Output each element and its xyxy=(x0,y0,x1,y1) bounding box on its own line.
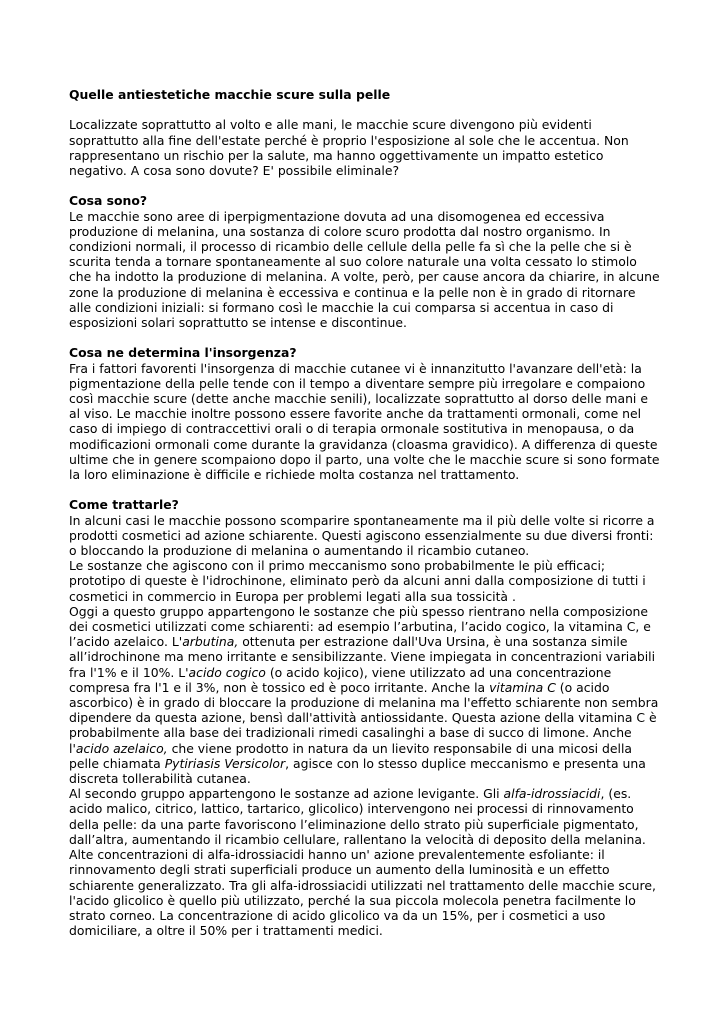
trattamento-paragraph-2: Le sostanze che agiscono con il primo meccanismo sono probabilmente le più efficaci; prototipo di queste è l'idrochinone, eliminato però da alcuni anni dalla composizione di tutti i cosmetici in commercio in Europa per problemi legati alla sua tossicità . xyxy=(69,558,646,604)
text-run: ottenuta per estrazione dall'Uva Ursina, è una sostanza simile all’idrochinone ma meno irritante e sensibilizzante. Viene impiegata in concentrazioni variabili fra l'1% e il 10%. L' xyxy=(69,634,656,680)
section-text-cosa-sono: Le macchie sono aree di iperpigmentazione dovuta ad una disomogenea ed eccessiva produzione di melanina, una sostanza di colore scuro prodotta dal nostro organismo. In condizioni normali, il processo di ricambio delle cellule della pelle fa sì che la pelle che si è scurita tenda a tornare spontaneamente al suo colore naturale una volta cessato lo stimolo che ha indotto la produzione di melanina. A volte, però, per cause ancora da chiarire, in alcune zone la produzione di melanina è eccessiva e continua e la pelle non è in grado di ritornare alle condizioni iniziali: si formano così le macchie la cui comparsa si accentua in caso di esposizioni solari soprattutto se intense e discontinue. xyxy=(69,208,660,331)
trattamento-paragraph-4 xyxy=(69,786,661,847)
italic-term-vitamina-c: vitamina C xyxy=(489,679,556,695)
section-heading-cosa-sono: Cosa sono? xyxy=(69,193,148,209)
text-run: Al secondo gruppo appartengono le sostanze ad azione levigante. Gli xyxy=(69,786,504,802)
trattamento-paragraph-5: Alte concentrazioni di alfa-idrossiacidi hanno un' azione prevalentemente esfoliante: il rinnovamento degli strati superficiali produce un aumento della luminosità e un effetto schiarente generalizzato. Tra gli alfa-idrossiacidi utilizzati nel trattamento delle macchie scure, l'acido glicolico è quello più utilizzato, perché la sua piccola molecola penetra facilmente lo strato corneo. La concentrazione di acido glicolico va da un 15%, per i cosmetici a uso domiciliare, a oltre il 50% per i trattamenti medici. xyxy=(69,847,656,939)
section-heading-insorgenza: Cosa ne determina l'insorgenza? xyxy=(69,345,297,361)
text-run: , agisce con lo stesso duplice meccanismo e presenta una discreta tollerabilità cutanea. xyxy=(69,755,646,787)
section-text-insorgenza: Fra i fattori favorenti l'insorgenza di macchie cutanee vi è innanzitutto l'avanzare dell'età: la pigmentazione della pelle tende con il tempo a diventare sempre più irregolare e compaiono così macchie scure (dette anche macchie senili), localizzate soprattutto al dorso delle mani e al viso. Le macchie inoltre possono essere favorite anche da trattamenti ormonali, come nel caso di impiego di contraccettivi orali o di terapia ormonale sostitutiva in menopausa, o da modificazioni ormonali come durante la gravidanza (cloasma gravidico). A differenza di queste ultime che in genere scompaiono dopo il parto, una volte che le macchie scure si sono formate la loro eliminazione è difficile e richiede molta costanza nel trattamento. xyxy=(69,360,660,483)
document-page xyxy=(69,87,661,938)
text-run: (o acido kojico), viene utilizzato ad una concentrazione compresa fra l'1 e il 3%, non è tossico ed è poco irritante. Anche la xyxy=(69,664,612,695)
italic-term-arbutina: arbutina, xyxy=(182,634,239,650)
italic-term-acido-cogico: acido cogico xyxy=(188,664,266,680)
trattamento-paragraph-1: In alcuni casi le macchie possono scomparire spontaneamente ma il più delle volte si ricorre a prodotti cosmetici ad azione schiarente. Questi agiscono essenzialmente su due diversi fronti: o bloccando la produzione di melanina o aumentando il ricambio cutaneo. xyxy=(69,512,655,559)
trattamento-paragraph-3 xyxy=(69,604,661,786)
intro-paragraph: Localizzate soprattutto al volto e alle mani, le macchie scure divengono più evidenti soprattutto alla fine dell'estate perché è proprio l'esposizione al sole che le accentua. Non rappresentano un rischio per la salute, ma hanno oggettivamente un impatto estetico negativo. A cosa sono dovute? E' possibile eliminale? xyxy=(69,117,629,178)
text-run: che viene prodotto in natura da un lievito responsabile di una micosi della pelle chiamata xyxy=(69,740,633,771)
italic-term-pytiriasis: Pytiriasis Versicolor xyxy=(164,755,286,771)
spacer xyxy=(69,482,661,497)
italic-term-alfa-idrossiacidi: alfa-idrossiacidi xyxy=(503,786,601,802)
spacer xyxy=(69,102,661,117)
spacer xyxy=(69,178,661,193)
text-run: Oggi a questo gruppo appartengono le sostanze che più spesso rientrano nella composizione dei cosmetici utilizzati come schiarenti: ad esempio l’arbutina, l’acido cogico, la vitamina C, e l’acido azelaico. L' xyxy=(69,603,651,650)
spacer xyxy=(69,330,661,345)
section-heading-come-trattarle: Come trattarle? xyxy=(69,497,179,513)
document-title: Quelle antiestetiche macchie scure sulla pelle xyxy=(69,87,391,102)
text-run: (o acido ascorbico) è in grado di bloccare la produzione di melanina ma l'effetto schiarente non sembra dipendere da questa azione, bensì dall'attività antiossidante. Questa azione della vitamina C è probabilmente alla base dei tradizionali rimedi casalinghi a base di succo di limone. Anche l' xyxy=(69,679,659,756)
italic-term-acido-azelaico: acido azelaico, xyxy=(75,740,168,756)
text-run: , (es. acido malico, citrico, lattico, tartarico, glicolico) intervengono nei processi di rinnovamento della pelle: da una parte favoriscono l’eliminazione dello strato più superficiale pigmentato, dall’altra, aumentando il ricambio cellulare, rallentano la velocità di deposito della melanina. xyxy=(69,786,646,847)
